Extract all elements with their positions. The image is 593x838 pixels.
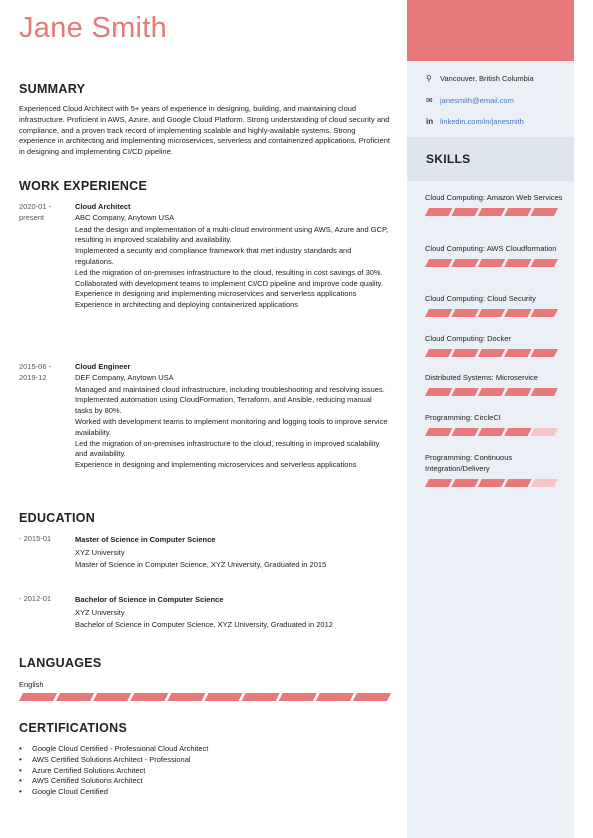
education-degree: Bachelor of Science in Computer Science [75, 595, 224, 604]
skill-name: Programming: CircleCI [425, 413, 501, 422]
work-experience-heading: WORK EXPERIENCE [19, 179, 148, 193]
skill-level-bar [425, 309, 558, 317]
contact-email[interactable] [426, 96, 514, 105]
level-segment [451, 479, 478, 487]
level-segment [504, 259, 531, 267]
level-segment [504, 208, 531, 216]
skill-level-bar [425, 349, 558, 357]
level-segment [478, 388, 505, 396]
level-segment [205, 693, 243, 701]
job-bullets [75, 225, 390, 311]
level-segment [167, 693, 205, 701]
candidate-name: Jane Smith [19, 12, 168, 44]
level-segment [451, 208, 478, 216]
level-segment [425, 349, 452, 357]
certifications-list [19, 744, 208, 798]
languages-heading: LANGUAGES [19, 656, 102, 670]
level-segment [478, 479, 505, 487]
job-bullet: Led the migration of on-premises infrastructure to the cloud, resulting in cost savings of 30%. [75, 267, 383, 277]
skill-item [425, 244, 565, 267]
skill-level-bar [425, 479, 558, 487]
job-bullet: Led the migration of on-premises infrastructure to the cloud, resulting in improved scalability and availability. [75, 438, 380, 459]
skill-level-bar [425, 428, 558, 436]
level-segment [451, 349, 478, 357]
level-segment [478, 428, 505, 436]
job-company: ABC Company, Anytown USA [75, 212, 175, 222]
skill-name: Distributed Systems: Microservice [425, 373, 538, 382]
linkedin-icon: in [426, 117, 434, 126]
linkedin-link[interactable]: linkedin.com/in/janesmith [440, 117, 524, 126]
contact-linkedin[interactable] [426, 117, 524, 126]
level-segment [130, 693, 168, 701]
level-segment [353, 693, 391, 701]
certification-item: • AWS Certified Solutions Architect [19, 776, 208, 787]
education-school: XYZ University [75, 607, 125, 617]
skill-item [425, 373, 565, 396]
level-segment [316, 693, 354, 701]
level-segment [451, 388, 478, 396]
level-segment [478, 349, 505, 357]
job-date-end: 2019-12 [19, 372, 47, 382]
summary-heading: SUMMARY [19, 82, 86, 96]
skill-name: Cloud Computing: Docker [425, 334, 511, 343]
level-segment [531, 349, 558, 357]
job-bullet: Experience in designing and implementing microservices and serverless applications [75, 289, 357, 299]
level-segment [19, 693, 57, 701]
skill-item [425, 193, 565, 216]
education-degree: Master of Science in Computer Science [75, 535, 216, 544]
level-segment [56, 693, 94, 701]
job-title: Cloud Engineer [75, 362, 131, 371]
education-heading: EDUCATION [19, 511, 96, 525]
level-segment [478, 259, 505, 267]
job-dates [19, 362, 71, 384]
level-segment [531, 259, 558, 267]
certification-item: • Azure Certified Solutions Architect [19, 766, 208, 777]
certification-item: • AWS Certified Solutions Architect - Professional [19, 755, 208, 766]
education-detail: Bachelor of Science in Computer Science, XYZ University, Graduated in 2012 [75, 620, 333, 630]
level-segment [504, 479, 531, 487]
skill-level-bar [425, 208, 558, 216]
job-bullet: Implemented a security and compliance framework that met industry standards and regulations. [75, 246, 352, 266]
job-date-start: 2020-01 - [19, 202, 52, 211]
level-segment [531, 208, 558, 216]
job-bullet: Experience in designing and implementing microservices and serverless applications [75, 460, 357, 470]
sidebar-accent-block [407, 0, 574, 61]
skill-item [425, 294, 565, 317]
level-segment [451, 259, 478, 267]
level-segment [425, 388, 452, 396]
education-date: - 2015-01 [19, 534, 52, 543]
level-segment [451, 309, 478, 317]
level-segment [531, 479, 558, 487]
job-bullet: Implemented automation using CloudFormation, Terraform, and Ansible, reducing manual tasks by 80%. [75, 395, 372, 416]
job-date-end: present [19, 212, 45, 222]
skill-item [425, 334, 565, 357]
summary-text: Experienced Cloud Architect with 5+ years of experience in designing, building, and maintaining cloud infrastructure. Proficient in AWS, Azure, and Google Cloud Platform. Strong understanding of cloud security and compliance, and a proven track record of implementing scalable and highly-available systems. Strong experience in architecting and implementing microservices, serverless and containerized applications. Proficient in designing and implementing CI/CD pipeline. [19, 104, 391, 157]
job-company: DEF Company, Anytown USA [75, 372, 174, 382]
level-segment [504, 309, 531, 317]
job-title: Cloud Architect [75, 202, 131, 211]
level-segment [478, 309, 505, 317]
level-segment [425, 309, 452, 317]
location-text: Vancouver, British Columbia [440, 74, 534, 83]
level-segment [531, 428, 558, 436]
location-pin-icon: ⚲ [426, 74, 432, 83]
contact-location [426, 74, 534, 83]
language-level-bar [19, 693, 391, 701]
level-segment [425, 259, 452, 267]
certifications-heading: CERTIFICATIONS [19, 721, 128, 735]
education-detail: Master of Science in Computer Science, XYZ University, Graduated in 2015 [75, 560, 327, 570]
skill-item [425, 453, 565, 487]
mail-icon: ✉ [426, 96, 433, 105]
level-segment [451, 428, 478, 436]
job-bullet: Worked with development teams to implement monitoring and logging tools to improve service availability. [75, 416, 388, 437]
level-segment [531, 309, 558, 317]
level-segment [279, 693, 317, 701]
level-segment [425, 428, 452, 436]
skill-name: Programming: Continuous Integration/Delivery [425, 453, 513, 473]
level-segment [93, 693, 131, 701]
level-segment [531, 388, 558, 396]
job-bullets [75, 385, 390, 471]
skill-item [425, 413, 565, 436]
skills-heading: SKILLS [426, 152, 471, 166]
level-segment [478, 208, 505, 216]
level-segment [504, 388, 531, 396]
job-bullet: Lead the design and implementation of a multi-cloud environment using AWS, Azure and GCP, resulting in improved scalability and availability. [75, 224, 389, 245]
skill-name: Cloud Computing: Cloud Security [425, 294, 536, 303]
education-date: - 2012-01 [19, 594, 52, 603]
email-link[interactable]: janesmith@email.com [440, 96, 514, 105]
education-school: XYZ University [75, 547, 125, 557]
job-date-start: 2015-06 - [19, 362, 52, 371]
level-segment [242, 693, 280, 701]
job-bullet: Collaborated with development teams to implement CI/CD pipeline and improve code quality. [75, 278, 383, 288]
certification-item: • Google Cloud Certified [19, 787, 208, 798]
job-bullet: Experience in architecting and deploying containerized applications [75, 300, 299, 310]
level-segment [425, 479, 452, 487]
level-segment [425, 208, 452, 216]
job-dates [19, 202, 71, 224]
language-name: English [19, 680, 44, 689]
level-segment [504, 349, 531, 357]
level-segment [504, 428, 531, 436]
job-bullet: Managed and maintained cloud infrastructure, including troubleshooting and resolving issues. [75, 384, 385, 394]
certification-item: • Google Cloud Certified - Professional Cloud Architect [19, 744, 208, 755]
skill-level-bar [425, 388, 558, 396]
skill-name: Cloud Computing: AWS Cloudformation [425, 244, 557, 253]
skill-level-bar [425, 259, 558, 267]
skill-name: Cloud Computing: Amazon Web Services [425, 193, 563, 202]
